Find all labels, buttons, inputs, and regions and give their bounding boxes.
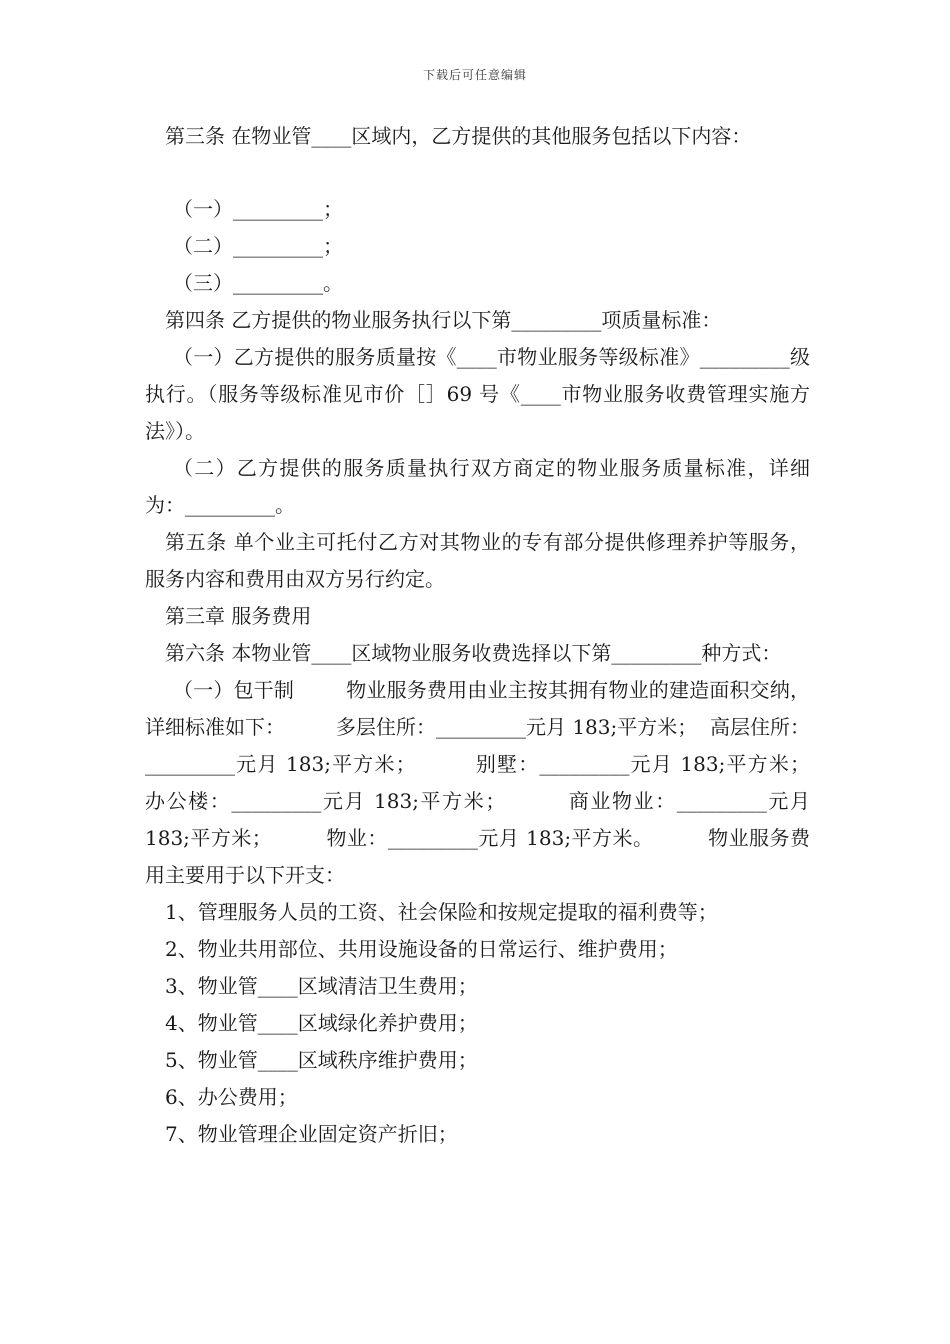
article-3-item-3: （三）_________。 — [173, 271, 343, 295]
expense-item-5: 5、物业管____区域秩序维护费用； — [165, 1048, 478, 1072]
document-body — [145, 118, 861, 1153]
article-4-item-1: （一）乙方提供的服务质量按《____市物业服务等级标准》_________级执行。（服务等级标准见市价［］69 号《____市物业服务收费管理实施方法》）。 — [145, 345, 810, 443]
article-6: 第六条 本物业管____区域物业服务收费选择以下第_________种方式： — [165, 641, 782, 665]
expense-item-4: 4、物业管____区域绿化养护费用； — [165, 1011, 478, 1035]
page-header: 下载后可任意编辑 — [422, 68, 527, 82]
article-4: 第四条 乙方提供的物业服务执行以下第_________项质量标准： — [165, 308, 722, 332]
article-3-item-2: （二）_________； — [173, 234, 343, 258]
chapter-3-title: 第三章 服务费用 — [165, 604, 312, 628]
expense-item-6: 6、办公费用； — [165, 1085, 298, 1109]
article-3-item-1: （一）_________； — [173, 197, 343, 221]
article-4-item-2: （二）乙方提供的服务质量执行双方商定的物业服务质量标准，详细为：_________。 — [145, 456, 810, 517]
article-3: 第三条 在物业管____区域内，乙方提供的其他服务包括以下内容： — [165, 124, 752, 148]
spacer — [145, 155, 810, 191]
article-5: 第五条 单个业主可托付乙方对其物业的专有部分提供修理养护等服务，服务内容和费用由双方另行约定。 — [145, 530, 810, 591]
article-6-item-1: （一）包干制 物业服务费用由业主按其拥有物业的建造面积交纳，详细标准如下： 多层住所：_________元月 183;平方米； 高层住所：_________元月 183;平方米； 别墅：_________元月 183;平方米； 办公楼：_________元月 183;平方米； 商业物业：_________元月 183;平方米； 物业：_________元月 183;平方米。 物业服务费用主要用于以下开支： — [145, 678, 861, 887]
expense-item-2: 2、物业共用部位、共用设施设备的日常运行、维护费用； — [165, 937, 678, 961]
expense-item-1: 1、管理服务人员的工资、社会保险和按规定提取的福利费等； — [165, 900, 718, 924]
expense-item-3: 3、物业管____区域清洁卫生费用； — [165, 974, 478, 998]
expense-item-7: 7、物业管理企业固定资产折旧； — [165, 1122, 458, 1146]
